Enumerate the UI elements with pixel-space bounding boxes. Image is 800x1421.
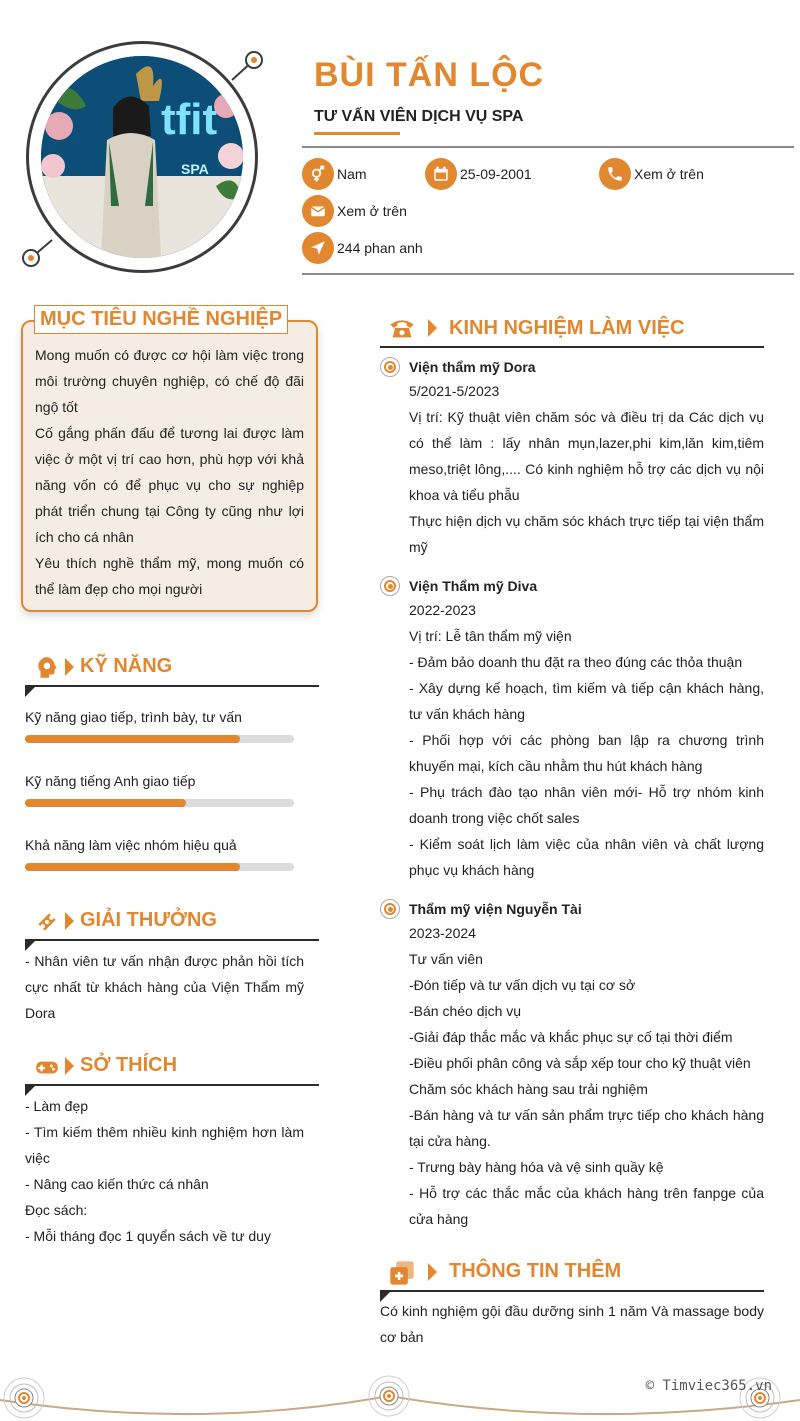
objective-title: MỤC TIÊU NGHỀ NGHIỆP bbox=[34, 305, 288, 334]
medal-icon bbox=[33, 908, 61, 936]
skills-title: KỸ NĂNG bbox=[80, 655, 173, 677]
skill-label: Kỹ năng tiếng Anh giao tiếp bbox=[25, 773, 196, 789]
timeline-bullet bbox=[380, 576, 400, 596]
hobby-item: Đọc sách: bbox=[25, 1202, 88, 1218]
awards-text: - Nhân viên tư vấn nhận được phản hồi tích cực nhất từ khách hàng của Viện Thẩm mỹ Dora bbox=[25, 953, 304, 1021]
skill-bar-fill bbox=[25, 799, 186, 807]
address-value: 244 phan anh bbox=[337, 240, 423, 256]
job-period: 2022-2023 bbox=[409, 602, 476, 618]
location-arrow-icon bbox=[302, 232, 334, 264]
phone-icon bbox=[599, 158, 631, 190]
job-company: Viện thẩm mỹ Dora bbox=[409, 359, 536, 375]
footer-target-center bbox=[369, 1376, 409, 1416]
objective-paragraph: Mong muốn có được cơ hội làm việc trong môi trường chuyên nghiệp, có chế độ đãi ngộ tốt bbox=[35, 347, 304, 415]
email-value: Xem ở trên bbox=[337, 203, 407, 219]
gamepad-icon bbox=[33, 1053, 61, 1081]
photo-sign-text-2: SPA bbox=[181, 161, 209, 177]
additional-header bbox=[380, 1256, 764, 1296]
skill-bar bbox=[25, 799, 294, 807]
additional-title: THÔNG TIN THÊM bbox=[449, 1260, 622, 1282]
section-arrow bbox=[428, 1263, 437, 1281]
hobbies-list bbox=[25, 1093, 304, 1249]
info-email bbox=[302, 195, 407, 227]
section-arrow bbox=[65, 1057, 74, 1075]
add-document-icon bbox=[388, 1259, 416, 1287]
timeline-bullet bbox=[380, 357, 400, 377]
hobby-item: - Mỗi tháng đọc 1 quyển sách về tư duy bbox=[25, 1228, 271, 1244]
job-line: -Bán chéo dịch vụ bbox=[409, 1003, 522, 1019]
job-line: Vị trí: Kỹ thuật viên chăm sóc và điều trị da Các dịch vụ có thể làm : lấy nhân mụn,lazer,phi kim,lăn kim,tiêm meso,triệt lông,.... Có kinh nghiệm hỗ trợ các dịch vụ nội khoa và tiểu phẫu bbox=[409, 409, 764, 503]
info-divider-bottom bbox=[302, 273, 794, 275]
skill-bar-fill bbox=[25, 863, 240, 871]
hobbies-title: SỞ THÍCH bbox=[80, 1054, 178, 1076]
info-divider-top bbox=[302, 146, 794, 148]
section-arrow bbox=[65, 912, 74, 930]
job-line: - Hỗ trợ các thắc mắc của khách hàng trên fanpge của cửa hàng bbox=[409, 1185, 764, 1227]
job-period: 2023-2024 bbox=[409, 925, 476, 941]
footer-target-left bbox=[4, 1378, 44, 1418]
gender-icon bbox=[302, 158, 334, 190]
candidate-name: BÙI TẤN LỘC bbox=[314, 56, 545, 94]
info-address bbox=[302, 232, 423, 264]
calendar-icon bbox=[425, 158, 457, 190]
footer-copyright[interactable]: © Timviec365.vn bbox=[645, 1378, 772, 1394]
job-line: Thực hiện dịch vụ chăm sóc khách trực tiếp tại viện thẩm mỹ bbox=[409, 513, 764, 555]
job-line: Tư vấn viên bbox=[409, 951, 483, 967]
info-birthday bbox=[425, 158, 532, 190]
section-line bbox=[380, 346, 764, 348]
job-line: -Bán hàng và tư vấn sản phẩm trực tiếp cho khách hàng tại cửa hàng. bbox=[409, 1107, 764, 1149]
phone-desk-icon bbox=[388, 314, 416, 342]
job-line: -Đón tiếp và tư vấn dịch vụ tại cơ sở bbox=[409, 977, 636, 993]
objective-text bbox=[35, 342, 304, 602]
job-line: Vị trí: Lễ tân thẩm mỹ viện bbox=[409, 628, 572, 644]
skill-label: Khả năng làm việc nhóm hiệu quả bbox=[25, 837, 237, 853]
info-gender bbox=[302, 158, 367, 190]
job-title: TƯ VẤN VIÊN DỊCH VỤ SPA bbox=[314, 108, 524, 125]
section-line bbox=[25, 685, 319, 687]
avatar bbox=[41, 56, 243, 258]
birthday-value: 25-09-2001 bbox=[460, 166, 532, 182]
skill-bar bbox=[25, 735, 294, 743]
brain-head-icon bbox=[33, 654, 61, 682]
skill-label: Kỹ năng giao tiếp, trình bày, tư vấn bbox=[25, 709, 242, 725]
photo-sign-text: tfit bbox=[161, 95, 218, 144]
job-period: 5/2021-5/2023 bbox=[409, 383, 500, 399]
skills-header bbox=[25, 652, 319, 688]
timeline-bullet bbox=[380, 899, 400, 919]
awards-title: GIẢI THƯỞNG bbox=[80, 909, 217, 931]
section-arrow bbox=[65, 658, 74, 676]
gender-value: Nam bbox=[337, 166, 367, 182]
additional-text: Có kinh nghiệm gội đầu dưỡng sinh 1 năm Và massage body cơ bản bbox=[380, 1303, 764, 1345]
job-company: Viện Thẩm mỹ Diva bbox=[409, 578, 538, 594]
job-line: -Điều phối phân công và sắp xếp tour cho kỹ thuật viên bbox=[409, 1055, 751, 1071]
job-company: Thẩm mỹ viện Nguyễn Tài bbox=[409, 901, 582, 917]
email-icon bbox=[302, 195, 334, 227]
section-arrow bbox=[428, 319, 437, 337]
job-line: -Giải đáp thắc mắc và khắc phục sự cố tại thời điểm bbox=[409, 1029, 733, 1045]
job-details bbox=[409, 378, 764, 560]
job-line: - Kiểm soát lịch làm việc của nhân viên và chất lượng phục vụ khách hàng bbox=[409, 836, 764, 878]
job-details bbox=[409, 597, 764, 883]
experience-header bbox=[380, 312, 764, 352]
skill-bar bbox=[25, 863, 294, 871]
experience-title: KINH NGHIỆM LÀM VIỆC bbox=[449, 317, 685, 339]
hobbies-header bbox=[25, 1051, 319, 1087]
objective-paragraph: Cố gắng phấn đấu để tương lai được làm việc ở một vị trí cao hơn, phù hợp với khả năng vốn có để phục vụ cho sự nghiệp phát triển chung tại Công ty cũng như lợi ích cho cá nhân bbox=[35, 425, 304, 545]
section-line bbox=[380, 1290, 764, 1292]
phone-value: Xem ở trên bbox=[634, 166, 704, 182]
hobby-item: - Làm đẹp bbox=[25, 1098, 89, 1114]
objective-paragraph: Yêu thích nghề thẩm mỹ, mong muốn có thể làm đẹp cho mọi người bbox=[35, 555, 304, 597]
job-line: - Đảm bảo doanh thu đặt ra theo đúng các thỏa thuận bbox=[409, 654, 743, 670]
skill-bar-fill bbox=[25, 735, 240, 743]
job-line: Chăm sóc khách hàng sau trải nghiệm bbox=[409, 1081, 648, 1097]
title-underline bbox=[314, 132, 400, 135]
job-details bbox=[409, 920, 764, 1232]
hobby-item: - Tìm kiếm thêm nhiều kinh nghiệm hơn làm việc bbox=[25, 1124, 304, 1166]
job-line: - Trưng bày hàng hóa và vệ sinh quầy kệ bbox=[409, 1159, 664, 1175]
job-line: - Phụ trách đào tạo nhân viên mới- Hỗ trợ nhóm kinh doanh trong việc chốt sales bbox=[409, 784, 764, 826]
job-line: - Xây dựng kế hoạch, tìm kiếm và tiếp cận khách hàng, tư vấn khách hàng bbox=[409, 680, 764, 722]
info-phone bbox=[599, 158, 704, 190]
awards-header bbox=[25, 906, 319, 942]
section-corner bbox=[25, 687, 35, 697]
job-line: - Phối hợp với các phòng ban lập ra chương trình khuyến mại, kích cầu nhằm thu hút khách hàng bbox=[409, 732, 764, 774]
hobby-item: - Nâng cao kiến thức cá nhân bbox=[25, 1176, 209, 1192]
section-line bbox=[25, 1084, 319, 1086]
section-line bbox=[25, 939, 319, 941]
